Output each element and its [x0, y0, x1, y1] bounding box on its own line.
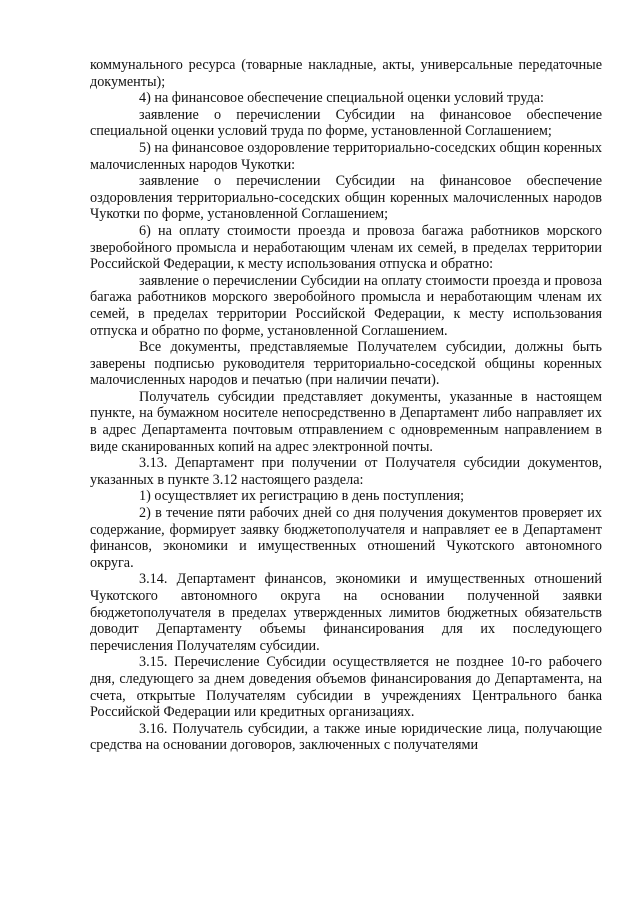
paragraph-item-5: 5) на финансовое оздоровление территориально-соседских общин коренных малочисленных народов Чукотки:: [90, 139, 602, 173]
paragraph-documents-submission: Получатель субсидии представляет документы, указанные в настоящем пункте, на бумажном носителе непосредственно в Департамент либо направляет их в адрес Департамента почтовым отправлением с одновременным направлением в виде сканированных копий на адрес электронной почты.: [90, 388, 602, 455]
paragraph-3-13-item-2: 2) в течение пяти рабочих дней со дня получения документов проверяет их содержание, формирует заявку бюджетополучателя и направляет ее в Департамент финансов, экономики и имущественных отношений Чукотского автономного округа.: [90, 505, 602, 571]
paragraph-utility-resource-docs: коммунального ресурса (товарные накладные, акты, универсальные передаточные документы);: [90, 57, 602, 90]
document-page: [90, 57, 602, 754]
paragraph-item-6-statement: заявление о перечислении Субсидии на оплату стоимости проезда и провоза багажа работников морского зверобойного промысла и неработающим членам их семей, в пределах территории Российской Федерации, к месту использования отпуска и обратно по форме, установленной Соглашением.: [90, 272, 602, 339]
paragraph-3-16: 3.16. Получатель субсидии, а также иные юридические лица, получающие средства на основании договоров, заключенных с получателями: [90, 720, 602, 754]
paragraph-3-13: 3.13. Департамент при получении от Получателя субсидии документов, указанных в пункте 3.12 настоящего раздела:: [90, 455, 602, 488]
paragraph-item-4-statement: заявление о перечислении Субсидии на финансовое обеспечение специальной оценки условий труда по форме, установленной Соглашением;: [90, 106, 602, 140]
paragraph-documents-certification: Все документы, представляемые Получателем субсидии, должны быть заверены подписью руководителя территориально-соседской общины коренных малочисленных народов и печатью (при наличии печати).: [90, 339, 602, 389]
paragraph-item-4: 4) на финансовое обеспечение специальной оценки условий труда:: [139, 90, 544, 107]
paragraph-3-13-item-1: 1) осуществляет их регистрацию в день поступления;: [139, 488, 465, 505]
paragraph-3-14: 3.14. Департамент финансов, экономики и имущественных отношений Чукотского автономного округа на основании полученной заявки бюджетополучателя в пределах утвержденных лимитов бюджетных обязательств доводит Департаменту объемы финансирования для их последующего перечисления Получателям субсидии.: [90, 571, 602, 654]
paragraph-3-15: 3.15. Перечисление Субсидии осуществляется не позднее 10-го рабочего дня, следующего за днем доведения объемов финансирования до Департамента, на счета, открытые Получателям субсидии в учреждениях Центрального банка Российской Федерации или кредитных организациях.: [90, 654, 602, 721]
paragraph-item-6: 6) на оплату стоимости проезда и провоза багажа работников морского зверобойного промысла и неработающим членам их семей, в пределах территории Российской Федерации, к месту использования отпуска и обратно:: [90, 222, 602, 273]
paragraph-item-5-statement: заявление о перечислении Субсидии на финансовое обеспечение оздоровления территориально-соседских общин коренных малочисленных народов Чукотки по форме, установленной Соглашением;: [90, 173, 602, 223]
